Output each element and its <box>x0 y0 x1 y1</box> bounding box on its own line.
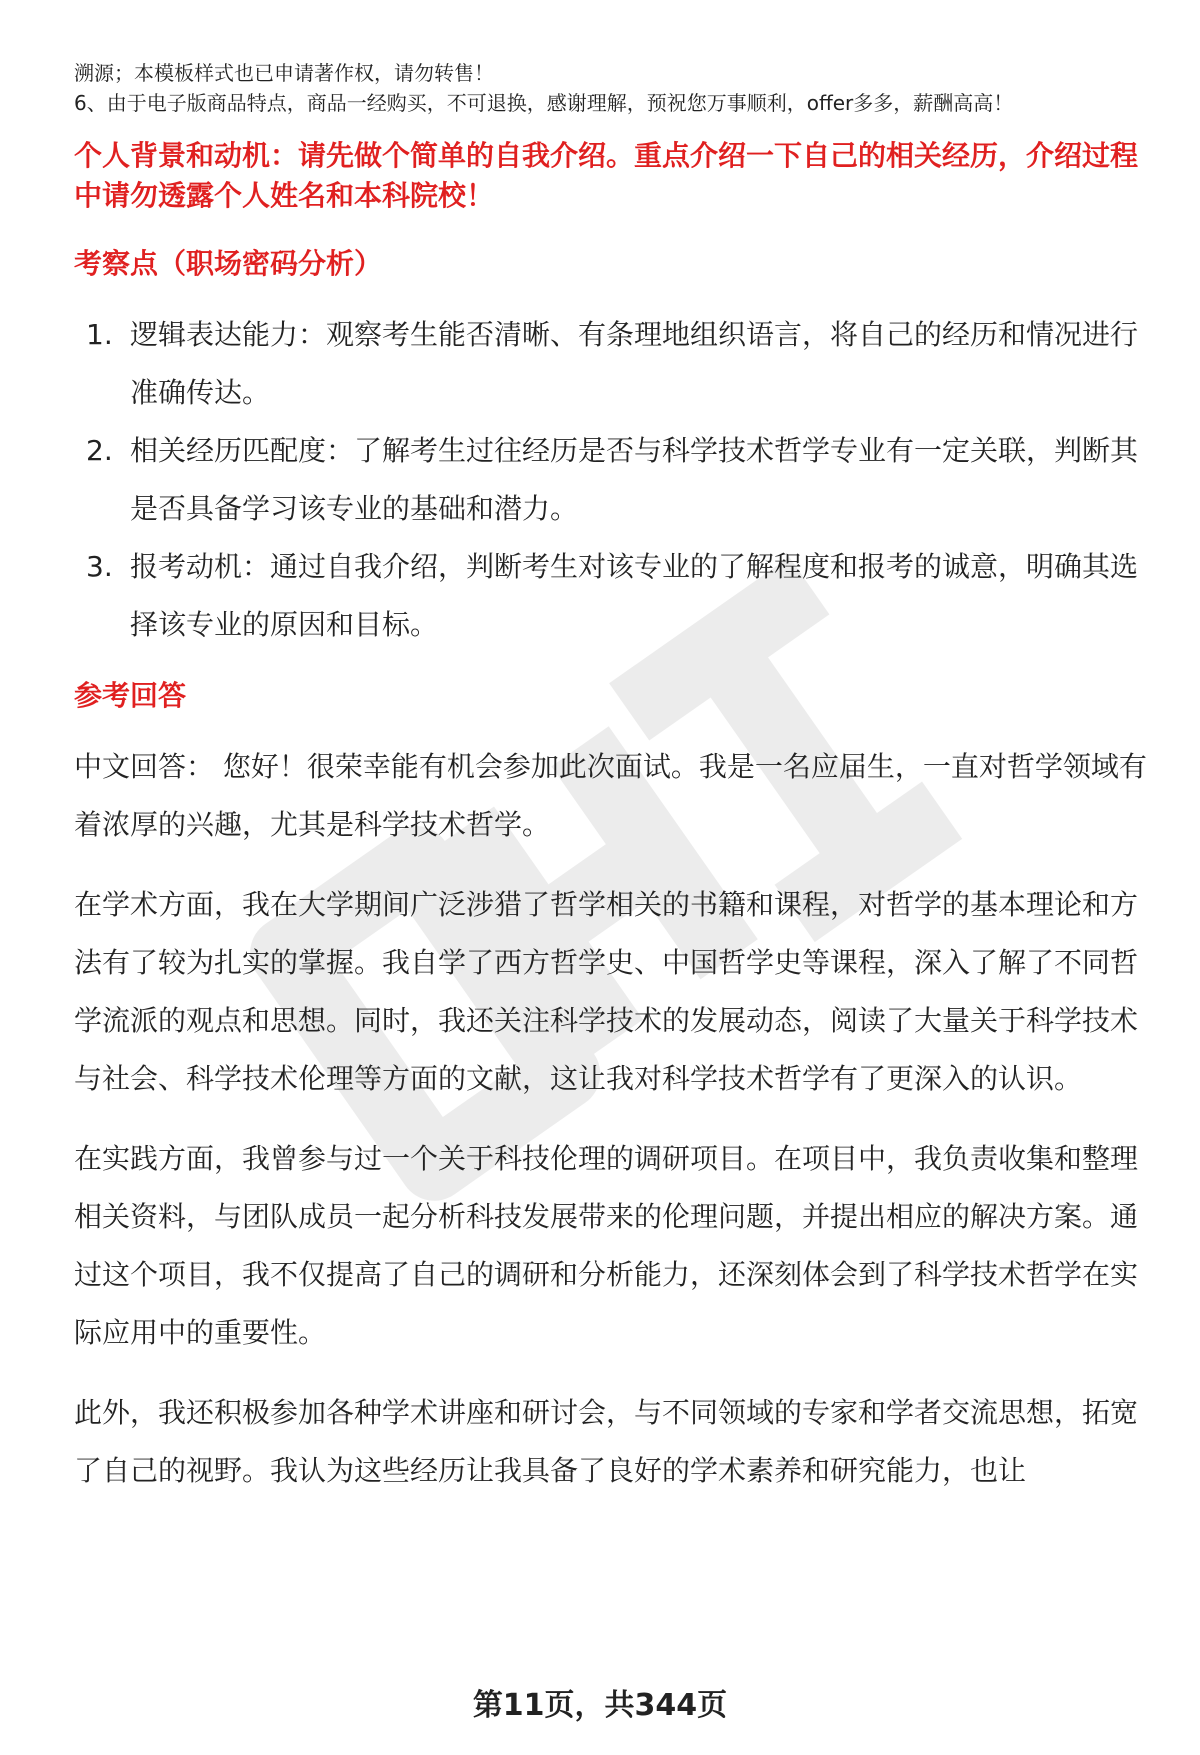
point-text: 报考动机：通过自我介绍，判断考生对该专业的了解程度和报考的诚意，明确其选择该专业的原因和目标。 <box>130 550 1139 641</box>
document-content <box>74 58 1154 1500</box>
point-number: 2. <box>86 434 113 467</box>
assessment-title: 考察点（职场密码分析） <box>74 247 383 280</box>
question-heading: 个人背景和动机：请先做个简单的自我介绍。重点介绍一下自己的相关经历，介绍过程中请勿透露个人姓名和本科院校！ <box>74 139 1139 212</box>
answer-paragraph-1: 中文回答： 您好！很荣幸能有机会参加此次面试。我是一名应届生，一直对哲学领域有着浓厚的兴趣，尤其是科学技术哲学。 <box>74 750 1147 841</box>
notice-line-1: 溯源；本模板样式也已申请著作权，请勿转售！ <box>74 61 494 85</box>
list-item <box>74 422 1154 538</box>
reference-answer-title: 参考回答 <box>74 679 187 712</box>
point-text: 相关经历匹配度：了解考生过往经历是否与科学技术哲学专业有一定关联，判断其是否具备学习该专业的基础和潜力。 <box>130 434 1139 525</box>
answer-paragraph-3: 在实践方面，我曾参与过一个关于科技伦理的调研项目。在项目中，我负责收集和整理相关资料，与团队成员一起分析科技发展带来的伦理问题，并提出相应的解决方案。通过这个项目，我不仅提高了自己的调研和分析能力，还深刻体会到了科学技术哲学在实际应用中的重要性。 <box>74 1142 1139 1349</box>
notice-line-2: 6、由于电子版商品特点，商品一经购买，不可退换，感谢理解，预祝您万事顺利，offer多多，薪酬高高！ <box>74 91 1014 115</box>
point-text: 逻辑表达能力：观察考生能否清晰、有条理地组织语言，将自己的经历和情况进行准确传达。 <box>130 318 1139 409</box>
point-number: 1. <box>86 318 113 351</box>
answer-paragraph-2: 在学术方面，我在大学期间广泛涉猎了哲学相关的书籍和课程，对哲学的基本理论和方法有了较为扎实的掌握。我自学了西方哲学史、中国哲学史等课程，深入了解了不同哲学流派的观点和思想。同时，我还关注科学技术的发展动态，阅读了大量关于科学技术与社会、科学技术伦理等方面的文献，这让我对科学技术哲学有了更深入的认识。 <box>74 888 1139 1095</box>
list-item <box>74 306 1154 422</box>
page-number-footer: 第11页，共344页 <box>472 1688 728 1723</box>
assessment-points-list <box>74 306 1154 654</box>
answer-paragraph-4: 此外，我还积极参加各种学术讲座和研讨会，与不同领域的专家和学者交流思想，拓宽了自己的视野。我认为这些经历让我具备了良好的学术素养和研究能力，也让 <box>74 1396 1139 1487</box>
point-number: 3. <box>86 550 113 583</box>
list-item <box>74 538 1154 654</box>
